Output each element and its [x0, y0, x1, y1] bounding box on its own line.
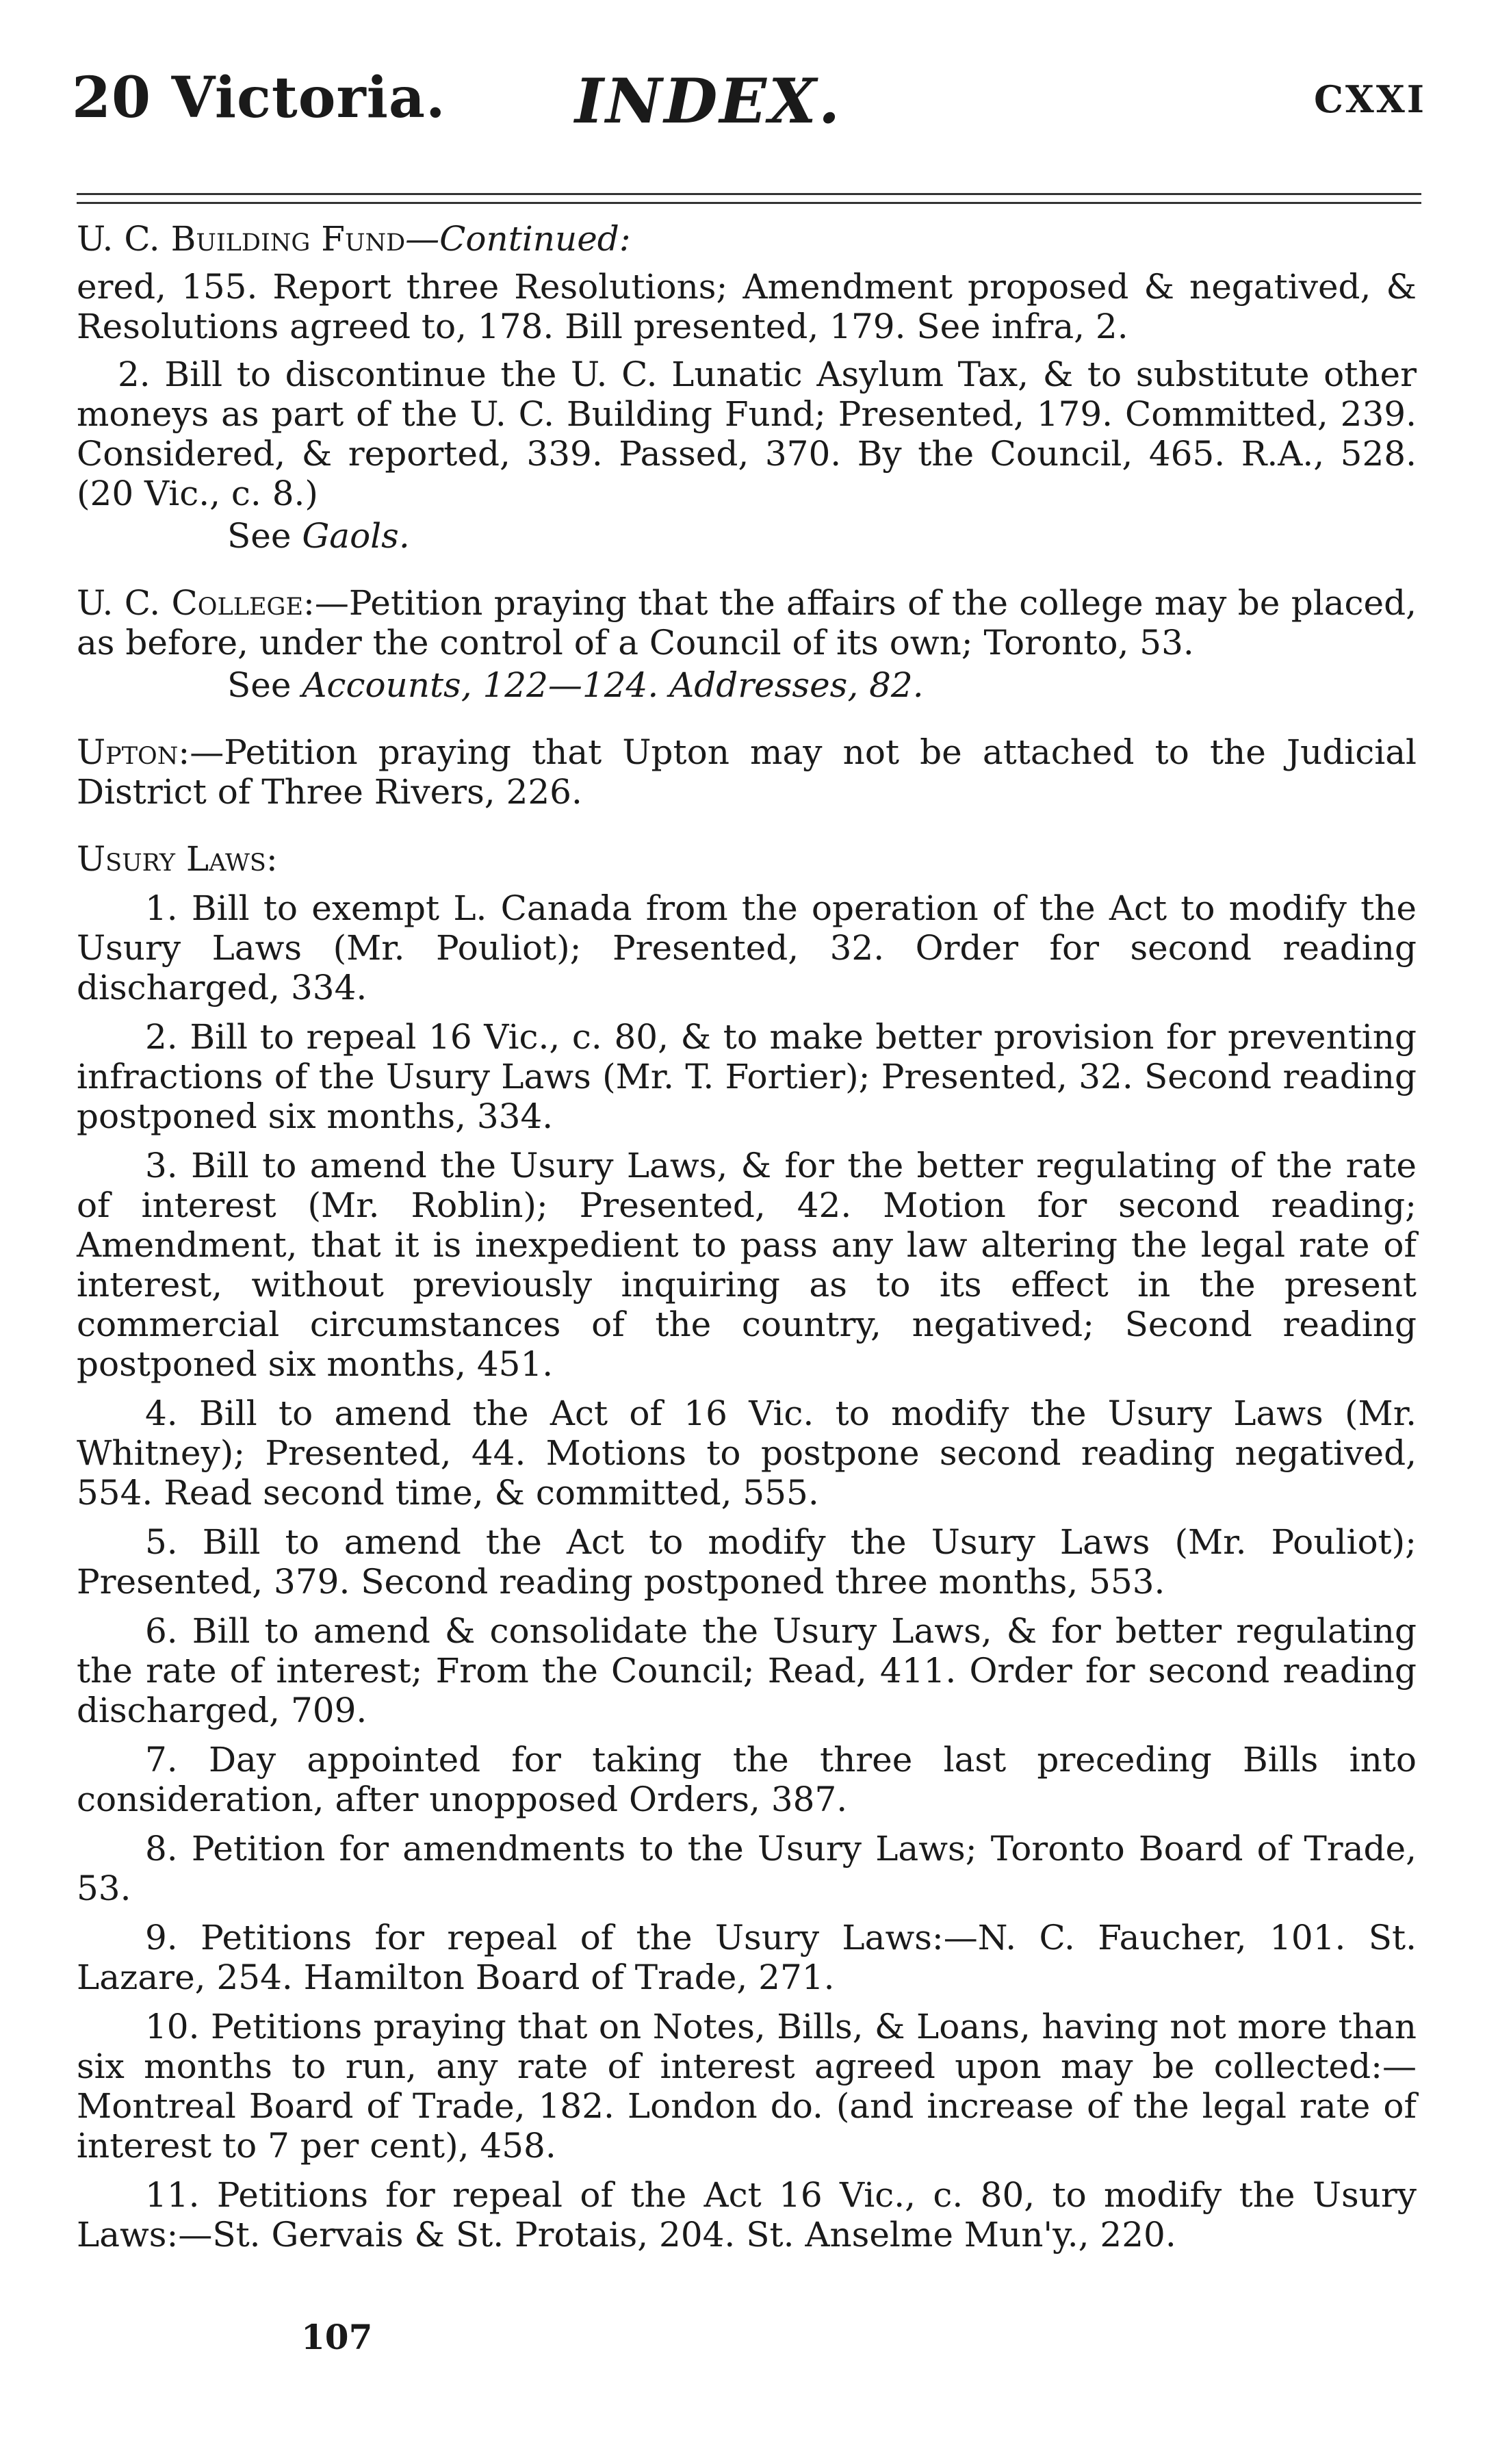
index-content [77, 219, 1417, 2282]
usury-item-5: 5. Bill to amend the Act to modify the Usury Laws (Mr. Pouliot); Presented, 379. Second reading postponed three months, 553. [77, 1522, 1417, 1602]
header-page-numeral: CXXI [1313, 77, 1426, 121]
entry-heading [77, 219, 1417, 259]
index-entry-building-fund [77, 219, 1417, 556]
entry-continued-label: —Continued: [405, 219, 631, 259]
entry-paragraph [77, 583, 1417, 663]
usury-item-1: 1. Bill to exempt L. Canada from the operation of the Act to modify the Usury Laws (Mr. Pouliot); Presented, 32. Order for second reading discharged, 334. [77, 888, 1417, 1008]
see-target: Gaols. [302, 516, 410, 556]
entry-headword: U. C. Building Fund [77, 219, 406, 259]
entry-text: :—Petition praying that Upton may not be attached to the Judicial District of Three Rivers, 226. [77, 732, 1417, 812]
index-entry-upton [77, 732, 1417, 812]
usury-item-9: 9. Petitions for repeal of the Usury Laws:—N. C. Faucher, 101. St. Lazare, 254. Hamilton Board of Trade, 271. [77, 1918, 1417, 1997]
entry-text: :—Petition praying that the affairs of the college may be placed, as before, under the control of a Council of its own; Toronto, 53. [77, 583, 1417, 663]
entry-headword: Upton [77, 732, 179, 772]
header-regnal-year: 20 Victoria. [72, 65, 446, 131]
header-rule-top [77, 193, 1421, 195]
index-entry-college [77, 583, 1417, 705]
header-rule-bottom [77, 202, 1421, 204]
entry-headword: Usury Laws [77, 839, 266, 879]
usury-item-3: 3. Bill to amend the Usury Laws, & for the better regulating of the rate of interest (Mr. Roblin); Presented, 42. Motion for second reading; Amendment, that it is inexpedient to pass any law altering the legal rate of interest, without previously inquiring as to its effect in the present commercial circumstances of the country, negatived; Second reading postponed six months, 451. [77, 1146, 1417, 1384]
usury-item-2: 2. Bill to repeal 16 Vic., c. 80, & to make better provision for preventing infractions of the Usury Laws (Mr. T. Fortier); Presented, 32. Second reading postponed six months, 334. [77, 1017, 1417, 1136]
entry-paragraph: ered, 155. Report three Resolutions; Amendment proposed & negatived, & Resolutions agreed to, 178. Bill presented, 179. See infra, 2. [77, 267, 1417, 346]
entry-subparagraph: 2. Bill to discontinue the U. C. Lunatic Asylum Tax, & to substitute other moneys as part of the U. C. Building Fund; Presented, 179. Committed, 239. Considered, & reported, 339. Passed, 370. By the Council, 465. R.A., 528. (20 Vic., c. 8.) [77, 355, 1417, 513]
entry-heading [77, 839, 1417, 879]
header-title: INDEX. [575, 65, 842, 138]
entry-paragraph [77, 732, 1417, 812]
index-entry-usury-laws [77, 839, 1417, 2255]
usury-item-7: 7. Day appointed for taking the three last preceding Bills into consideration, after unopposed Orders, 387. [77, 1740, 1417, 1819]
see-prefix: See [227, 516, 302, 556]
entry-headword: U. C. College [77, 583, 304, 623]
usury-item-11: 11. Petitions for repeal of the Act 16 Vic., c. 80, to modify the Usury Laws:—St. Gervais & St. Protais, 204. St. Anselme Mun'y., 220. [77, 2175, 1417, 2255]
see-reference [77, 665, 1417, 705]
folio-number: 107 [301, 2317, 373, 2357]
see-target: Accounts, 122—124. Addresses, 82. [302, 665, 924, 705]
entry-heading-colon: : [266, 839, 278, 879]
usury-item-6: 6. Bill to amend & consolidate the Usury Laws, & for better regulating the rate of interest; From the Council; Read, 411. Order for second reading discharged, 709. [77, 1611, 1417, 1730]
running-head [72, 65, 1426, 140]
usury-item-10: 10. Petitions praying that on Notes, Bills, & Loans, having not more than six months to run, any rate of interest agreed upon may be collected:—Montreal Board of Trade, 182. London do. (and increase of the legal rate of interest to 7 per cent), 458. [77, 2007, 1417, 2166]
usury-item-8: 8. Petition for amendments to the Usury Laws; Toronto Board of Trade, 53. [77, 1829, 1417, 1908]
see-reference [77, 516, 1417, 556]
see-prefix: See [227, 665, 302, 705]
usury-item-4: 4. Bill to amend the Act of 16 Vic. to modify the Usury Laws (Mr. Whitney); Presented, 44. Motions to postpone second reading negatived, 554. Read second time, & committed, 555. [77, 1394, 1417, 1513]
